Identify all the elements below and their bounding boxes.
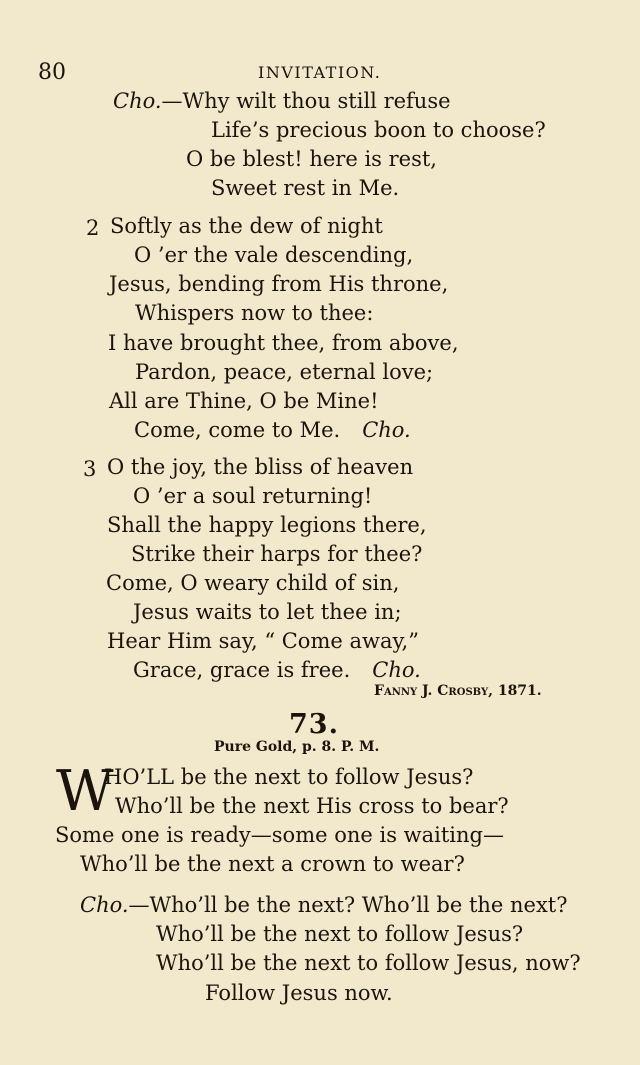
chorus1-label: Cho. [113, 89, 162, 113]
tune-reference: Pure Gold, p. 8. P. M. [214, 739, 380, 755]
verse3-line-2: O ’er a soul returning! [133, 484, 373, 508]
verse3-line-4: Strike their harps for thee? [131, 542, 423, 566]
verse3-line-3: Shall the happy legions there, [107, 513, 427, 537]
verse2-line-5: I have brought thee, from above, [108, 331, 459, 355]
verse2-line-1: Softly as the dew of night [110, 214, 383, 238]
hymn73-line-2: Who’ll be the next His cross to bear? [115, 794, 509, 818]
verse3-line-1: O the joy, the bliss of heaven [107, 455, 414, 479]
chorus2-line-3: Who’ll be the next to follow Jesus, now? [156, 951, 581, 975]
chorus1-line-4: Sweet rest in Me. [211, 176, 400, 200]
verse2-line-3: Jesus, bending from His throne, [109, 272, 449, 296]
verse2-line-6: Pardon, peace, eternal love; [135, 360, 434, 384]
hymn73-line-3: Some one is ready—some one is waiting— [55, 823, 504, 847]
verse3-line-5: Come, O weary child of sin, [106, 571, 400, 595]
chorus2-label: Cho. [80, 893, 129, 917]
hymn-number: 73. [289, 709, 339, 740]
verse2-line-4: Whispers now to thee: [135, 301, 374, 325]
author-name: Fanny J. Crosby [374, 683, 489, 699]
verse2-cho-ref: Cho. [362, 418, 411, 442]
drop-cap: W [56, 759, 114, 824]
hymn73-line-4: Who’ll be the next a crown to wear? [80, 852, 465, 876]
chorus1-line-1: Cho.—Why wilt thou still refuse [113, 89, 451, 113]
hymn73-line-1: HO’LL be the next to follow Jesus? [104, 765, 474, 789]
chorus1-line-3: O be blest! here is rest, [186, 147, 437, 171]
verse2-line-2: O ’er the vale descending, [134, 243, 414, 267]
verse2-line-8: Come, come to Me. Cho. [134, 418, 411, 442]
chorus2-line-4: Follow Jesus now. [205, 981, 393, 1005]
verse2-line-7: All are Thine, O be Mine! [109, 389, 379, 413]
chorus2-line-2: Who’ll be the next to follow Jesus? [156, 922, 524, 946]
page-number: 80 [38, 60, 66, 85]
verse3-cho-ref: Cho. [372, 658, 421, 682]
verse3-line-6: Jesus waits to let thee in; [133, 600, 402, 624]
verse3-number: 3 [83, 457, 97, 481]
verse3-line-8: Grace, grace is free. Cho. [133, 658, 421, 682]
author-credit [374, 683, 542, 699]
verse2-number: 2 [86, 216, 100, 240]
chorus1-line-2: Life’s precious boon to choose? [211, 118, 546, 142]
section-title: INVITATION. [258, 63, 382, 82]
chorus2-line-1: Cho.—Who’ll be the next? Who’ll be the next? [80, 893, 568, 917]
author-year: , 1871. [488, 683, 542, 699]
verse3-line-7: Hear Him say, “ Come away,” [107, 629, 419, 653]
